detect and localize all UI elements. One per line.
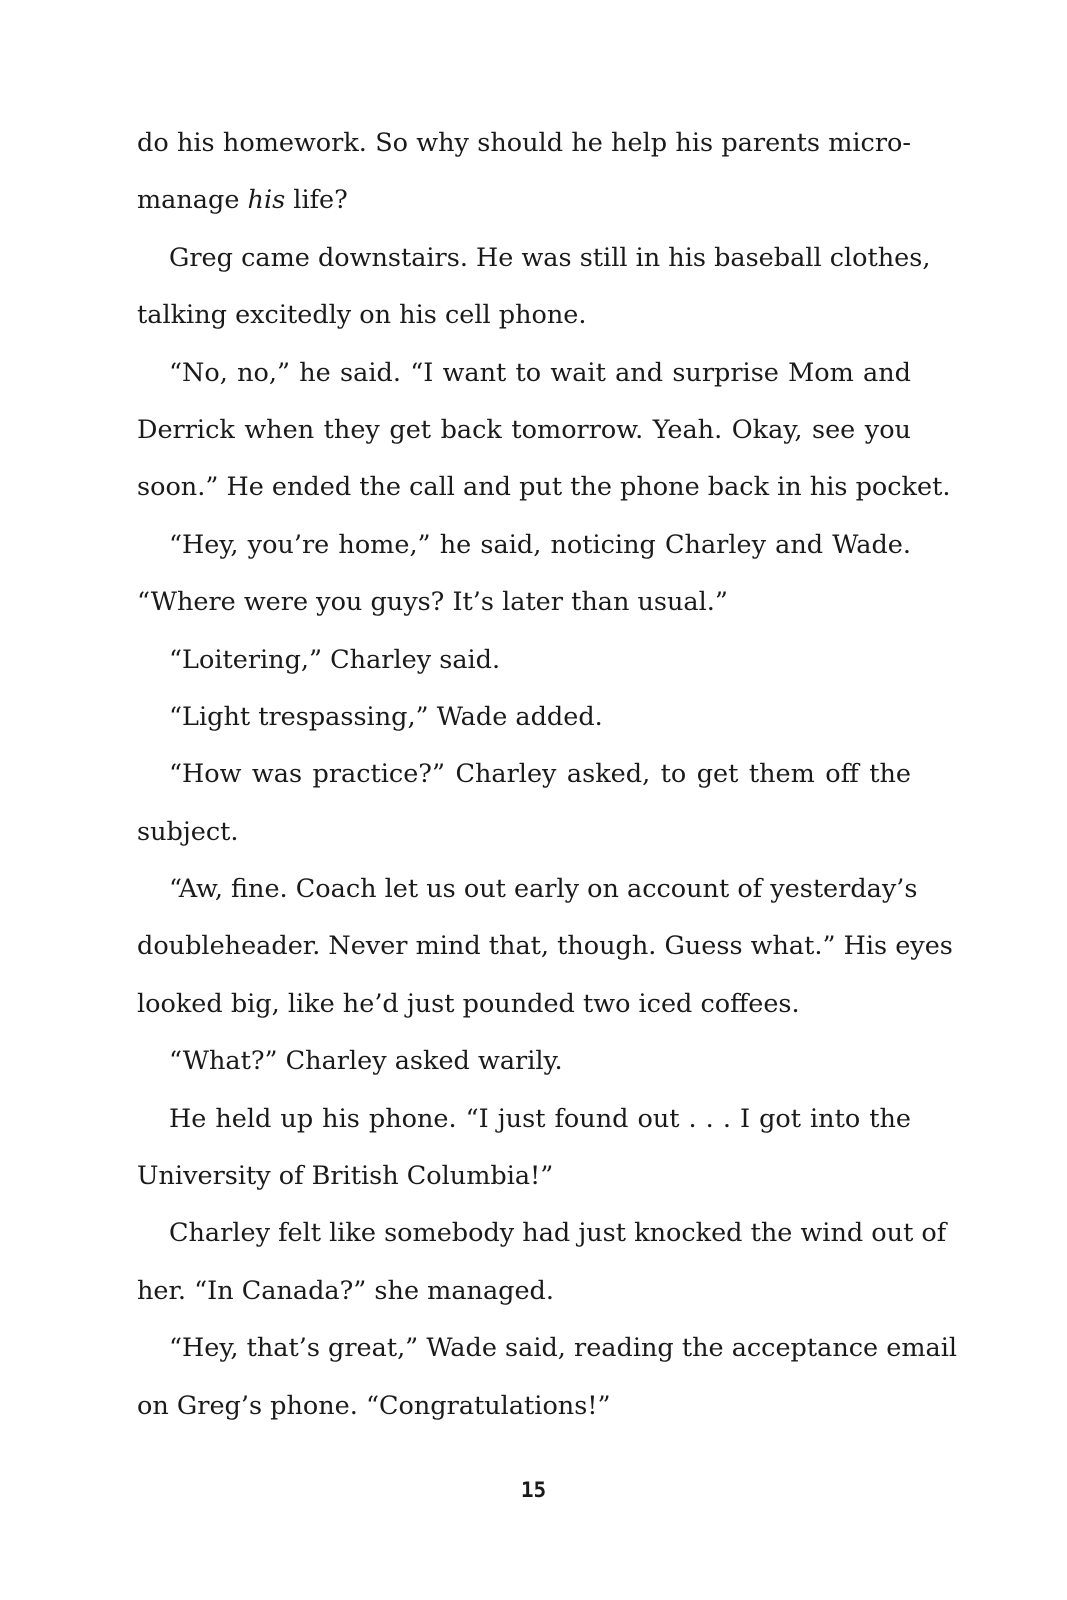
paragraph-start-line: “How was practice?” Charley asked, to get them off the	[169, 759, 911, 790]
text-line: “Where were you guys? It’s later than usual.”	[137, 587, 728, 618]
paragraph-start-line: Greg came downstairs. He was still in his baseball clothes,	[169, 242, 931, 273]
paragraph-start-line: “Loitering,” Charley said.	[169, 644, 501, 675]
text-line: soon.” He ended the call and put the phone back in his pocket.	[137, 472, 951, 503]
text-span: manage	[137, 185, 248, 216]
body-text	[137, 115, 958, 1435]
paragraph-start-line: “Light trespassing,” Wade added.	[169, 701, 603, 732]
text-span: life?	[285, 185, 348, 216]
text-line: Derrick when they get back tomorrow. Yeah. Okay, see you	[137, 414, 911, 445]
paragraph-start-line: “Aw, fine. Coach let us out early on account of yesterday’s	[169, 874, 918, 905]
text-line: University of British Columbia!”	[137, 1161, 554, 1192]
paragraph-start-line: “What?” Charley asked warily.	[169, 1046, 563, 1077]
page-number: 15	[520, 1478, 547, 1502]
paragraph-start-line: He held up his phone. “I just found out . . . I got into the	[169, 1103, 911, 1134]
text-line: her. “In Canada?” she managed.	[137, 1275, 554, 1306]
text-line	[137, 172, 911, 229]
paragraph-start-line: “No, no,” he said. “I want to wait and surprise Mom and	[169, 357, 911, 388]
text-line: subject.	[137, 816, 239, 847]
text-line: do his homework. So why should he help his parents micro-	[137, 128, 911, 158]
text-line: doubleheader. Never mind that, though. Guess what.” His eyes	[137, 931, 953, 962]
text-line: looked big, like he’d just pounded two iced coffees.	[137, 988, 800, 1019]
paragraph-start-line: “Hey, you’re home,” he said, noticing Charley and Wade.	[169, 529, 911, 560]
paragraph-start-line: “Hey, that’s great,” Wade said, reading the acceptance email	[169, 1333, 958, 1364]
paragraph-start-line: Charley felt like somebody had just knocked the wind out of	[169, 1218, 947, 1249]
text-line: talking excitedly on his cell phone.	[137, 300, 587, 331]
emphasis-text: his	[247, 185, 286, 216]
text-line: on Greg’s phone. “Congratulations!”	[137, 1390, 611, 1421]
